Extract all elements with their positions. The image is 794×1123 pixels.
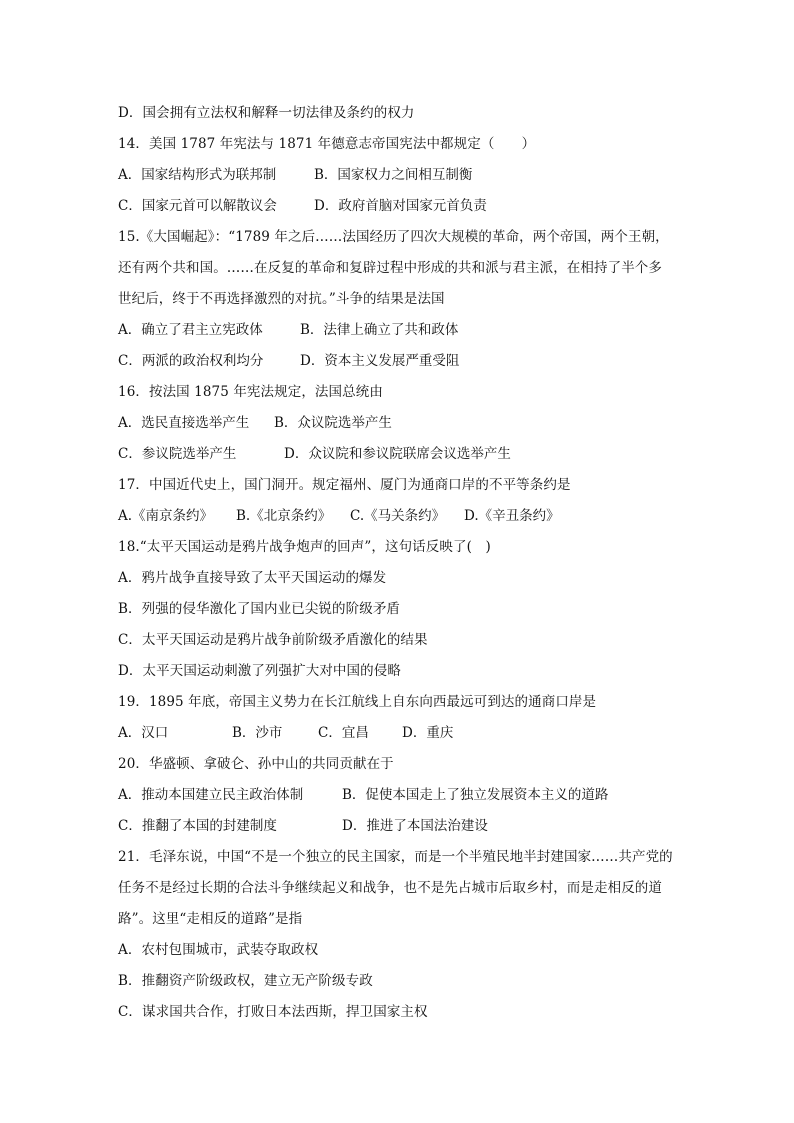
q21-option-c: C．谋求国共合作，打败日本法西斯，捍卫国家主权 bbox=[118, 1004, 428, 1020]
q14-option-b: B．国家权力之间相互制衡 bbox=[314, 167, 473, 183]
q15-option-d: D．资本主义发展严重受阻 bbox=[300, 353, 460, 369]
q18-option-d: D．太平天国运动刺激了列强扩大对中国的侵略 bbox=[118, 663, 401, 679]
q15-stem-line1: 15.《大国崛起》：“1789 年之后……法国经历了四次大规模的革命，两个帝国，两个王朝， bbox=[118, 229, 669, 245]
q20-option-c: C．推翻了本国的封建制度 bbox=[118, 818, 277, 834]
q16-option-a: A．选民直接选举产生 bbox=[118, 415, 250, 431]
q14-option-d: D．政府首脑对国家元首负责 bbox=[314, 198, 487, 214]
q17-option-b: B.《北京条约》 bbox=[236, 508, 332, 524]
q14-option-c: C．国家元首可以解散议会 bbox=[118, 198, 277, 214]
q17-option-d: D.《辛丑条约》 bbox=[464, 508, 560, 524]
q13-option-d: D．国会拥有立法权和解释一切法律及条约的权力 bbox=[118, 105, 415, 121]
q19-option-a: A．汉口 bbox=[118, 725, 169, 741]
q14-option-a: A．国家结构形式为联邦制 bbox=[118, 167, 277, 183]
q17-option-a: A.《南京条约》 bbox=[118, 508, 214, 524]
q20-option-a: A．推动本国建立民主政治体制 bbox=[118, 787, 304, 803]
q15-stem-line2: 还有两个共和国。……在反复的革命和复辟过程中形成的共和派与君主派，在相持了半个多 bbox=[118, 260, 662, 276]
q16-stem: 16．按法国 1875 年宪法规定，法国总统由 bbox=[118, 384, 383, 400]
q19-option-d: D．重庆 bbox=[402, 725, 454, 741]
q15-option-b: B．法律上确立了共和政体 bbox=[300, 322, 459, 338]
q18-option-a: A．鸦片战争直接导致了太平天国运动的爆发 bbox=[118, 570, 387, 586]
q15-stem-line3: 世纪后，终于不再选择激烈的对抗。”斗争的结果是法国 bbox=[118, 291, 445, 307]
q16-option-c: C．参议院选举产生 bbox=[118, 446, 237, 462]
q21-stem-line3: 路”。这里“走相反的道路”是指 bbox=[118, 911, 303, 927]
q21-option-a: A．农村包围城市，武装夺取政权 bbox=[118, 942, 319, 958]
q18-stem: 18.“太平天国运动是鸦片战争炮声的回声”，这句话反映了( ) bbox=[118, 539, 491, 555]
q16-option-d: D．众议院和参议院联席会议选举产生 bbox=[284, 446, 511, 462]
q19-stem: 19．1895 年底，帝国主义势力在长江航线上自东向西最远可到达的通商口岸是 bbox=[118, 694, 597, 710]
q14-stem: 14．美国 1787 年宪法与 1871 年德意志帝国宪法中都规定（ ） bbox=[118, 136, 536, 152]
q20-stem: 20．华盛顿、拿破仑、孙中山的共同贡献在于 bbox=[118, 756, 394, 772]
q19-option-c: C．宜昌 bbox=[318, 725, 369, 741]
q15-option-a: A．确立了君主立宪政体 bbox=[118, 322, 263, 338]
q17-stem: 17．中国近代史上，国门洞开。规定福州、厦门为通商口岸的不平等条约是 bbox=[118, 477, 571, 493]
q19-option-b: B．沙市 bbox=[232, 725, 283, 741]
q18-option-c: C．太平天国运动是鸦片战争前阶级矛盾激化的结果 bbox=[118, 632, 428, 648]
q15-option-c: C．两派的政治权利均分 bbox=[118, 353, 264, 369]
q16-option-b: B．众议院选举产生 bbox=[274, 415, 392, 431]
q21-stem-line2: 任务不是经过长期的合法斗争继续起义和战争，也不是先占城市后取乡村，而是走相反的道 bbox=[118, 880, 662, 896]
q21-stem-line1: 21．毛泽东说，中国“不是一个独立的民主国家，而是一个半殖民地半封建国家……共产党的 bbox=[118, 849, 673, 865]
q20-option-d: D．推进了本国法治建设 bbox=[342, 818, 488, 834]
q18-option-b: B．列强的侵华激化了国内业已尖锐的阶级矛盾 bbox=[118, 601, 401, 617]
q21-option-b: B．推翻资产阶级政权，建立无产阶级专政 bbox=[118, 973, 373, 989]
q17-option-c: C.《马关条约》 bbox=[350, 508, 446, 524]
q20-option-b: B．促使本国走上了独立发展资本主义的道路 bbox=[342, 787, 609, 803]
